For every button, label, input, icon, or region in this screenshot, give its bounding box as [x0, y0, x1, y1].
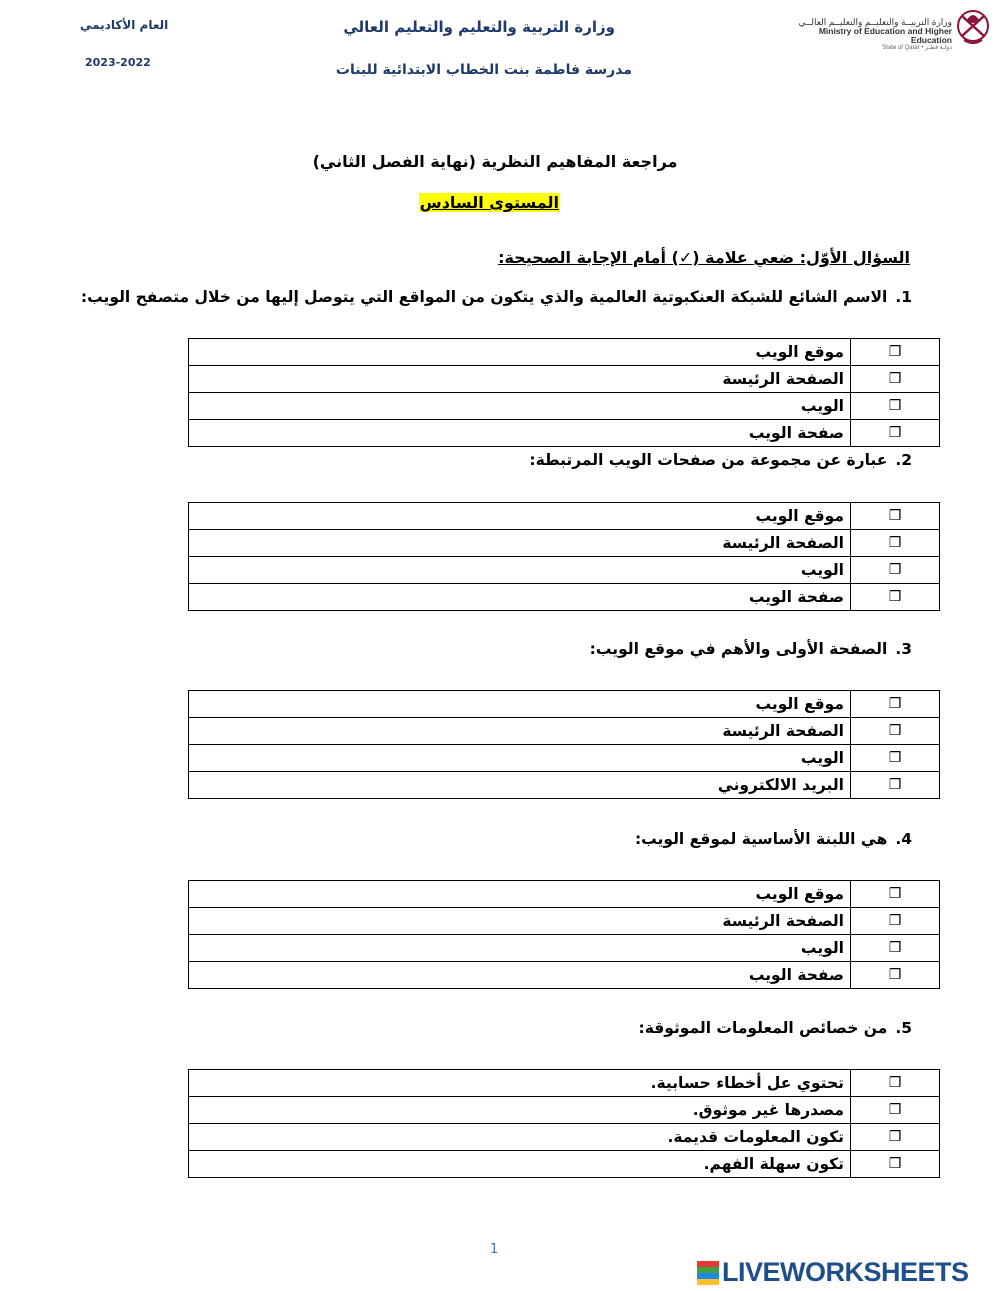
question-2: [529, 451, 912, 469]
brand-bar: [697, 1279, 719, 1285]
option-row[interactable]: [189, 772, 940, 799]
question-5-text: من خصائص المعلومات الموثوقة:: [638, 1019, 888, 1037]
checkbox-icon[interactable]: ❒: [851, 908, 940, 935]
option-row[interactable]: [189, 1151, 940, 1178]
checkbox-icon[interactable]: ❒: [851, 881, 940, 908]
checkbox-icon[interactable]: ❒: [851, 1070, 940, 1097]
option-row[interactable]: [189, 935, 940, 962]
option-row[interactable]: [189, 366, 940, 393]
liveworksheets-logo: [697, 1257, 969, 1288]
logo-arabic-line: وزارة التربيــة والتعليــم والتعليــم العالــي: [798, 17, 952, 27]
checkbox-icon[interactable]: ❒: [851, 691, 940, 718]
liveworksheets-brand: LIVEWORKSHEETS: [722, 1257, 969, 1287]
option-label: الويب: [189, 557, 851, 584]
ministry-logo-text: [792, 18, 952, 52]
option-row[interactable]: [189, 718, 940, 745]
question-5-number: 5.: [895, 1019, 912, 1037]
option-row[interactable]: [189, 503, 940, 530]
option-label: صفحة الويب: [189, 420, 851, 447]
school-name: مدرسة فاطمة بنت الخطاب الابتدائية للبنات: [335, 62, 632, 78]
option-label: الصفحة الرئيسة: [189, 366, 851, 393]
question-1: [81, 288, 912, 306]
option-row[interactable]: [189, 1097, 940, 1124]
checkbox-icon[interactable]: ❒: [851, 1097, 940, 1124]
option-label: مصدرها غير موثوق.: [189, 1097, 851, 1124]
checkbox-icon[interactable]: ❒: [851, 530, 940, 557]
option-row[interactable]: [189, 881, 940, 908]
qatar-emblem-icon: [954, 6, 992, 48]
question-2-options: [188, 502, 940, 611]
checkbox-icon[interactable]: ❒: [851, 366, 940, 393]
checkbox-icon[interactable]: ❒: [851, 420, 940, 447]
option-row[interactable]: [189, 339, 940, 366]
option-label: تكون سهلة الفهم.: [189, 1151, 851, 1178]
checkbox-icon[interactable]: ❒: [851, 503, 940, 530]
checkbox-icon[interactable]: ❒: [851, 962, 940, 989]
option-row[interactable]: [189, 393, 940, 420]
checkbox-icon[interactable]: ❒: [851, 935, 940, 962]
option-row[interactable]: [189, 691, 940, 718]
question-4-text: هي اللبنة الأساسية لموقع الويب:: [634, 830, 888, 848]
checkbox-icon[interactable]: ❒: [851, 745, 940, 772]
checkbox-icon[interactable]: ❒: [851, 772, 940, 799]
option-row[interactable]: [189, 962, 940, 989]
option-label: موقع الويب: [189, 691, 851, 718]
option-row[interactable]: [189, 420, 940, 447]
option-row[interactable]: [189, 908, 940, 935]
question-5: [639, 1019, 913, 1037]
option-label: الويب: [189, 745, 851, 772]
option-label: الصفحة الرئيسة: [189, 530, 851, 557]
question-2-text: عبارة عن مجموعة من صفحات الويب المرتبطة:: [529, 451, 888, 469]
option-label: الصفحة الرئيسة: [189, 908, 851, 935]
checkbox-icon[interactable]: ❒: [851, 339, 940, 366]
question-3-number: 3.: [895, 640, 912, 658]
option-label: تحتوي عل أخطاء حسابية.: [189, 1070, 851, 1097]
page-title: [0, 152, 1000, 171]
option-label: موقع الويب: [189, 339, 851, 366]
checkbox-icon[interactable]: ❒: [851, 557, 940, 584]
checkbox-icon[interactable]: ❒: [851, 584, 940, 611]
question-2-number: 2.: [895, 451, 912, 469]
checkbox-icon[interactable]: ❒: [851, 1151, 940, 1178]
option-label: البريد الالكتروني: [189, 772, 851, 799]
checkbox-icon[interactable]: ❒: [851, 393, 940, 420]
option-row[interactable]: [189, 1124, 940, 1151]
option-row[interactable]: [189, 1070, 940, 1097]
checkbox-icon[interactable]: ❒: [851, 718, 940, 745]
question-4-options: [188, 880, 940, 989]
option-row[interactable]: [189, 745, 940, 772]
question-1-number: 1.: [895, 288, 912, 306]
option-row[interactable]: [189, 584, 940, 611]
question-4: [635, 830, 912, 848]
question-4-number: 4.: [895, 830, 912, 848]
question-1-text: الاسم الشائع للشبكة العنكبوتية العالمية والذي يتكون من المواقع التي يتوصل إليها من خلال متصفح الويب:: [80, 288, 888, 306]
page-title-text: مراجعة المفاهيم النظرية (نهاية الفصل الثاني): [312, 152, 678, 171]
logo-state-line: State of Qatar • دولـة قطـر: [882, 45, 952, 52]
option-label: الصفحة الرئيسة: [189, 718, 851, 745]
question-3-options: [188, 690, 940, 799]
option-label: الويب: [189, 393, 851, 420]
question-3: [590, 640, 912, 658]
checkbox-icon[interactable]: ❒: [851, 1124, 940, 1151]
question-5-options: [188, 1069, 940, 1178]
question-3-text: الصفحة الأولى والأهم في موقع الويب:: [589, 640, 888, 658]
question-1-options: [188, 338, 940, 447]
option-label: موقع الويب: [189, 881, 851, 908]
option-row[interactable]: [189, 530, 940, 557]
option-label: صفحة الويب: [189, 962, 851, 989]
level-label: المستوى السادس: [419, 193, 559, 212]
option-row[interactable]: [189, 557, 940, 584]
academic-year-label: العام الأكاديمي: [80, 18, 169, 32]
option-label: موقع الويب: [189, 503, 851, 530]
option-label: الويب: [189, 935, 851, 962]
liveworksheets-mark-icon: [697, 1261, 719, 1285]
question-heading: السؤال الأوّل: ضعي علامة (✓) أمام الإجابة الصحيحة:: [498, 248, 910, 267]
ministry-name: وزارة التربية والتعليم والتعليم العالي: [343, 18, 615, 36]
logo-english-line: Ministry of Education and Higher Education: [818, 26, 952, 46]
page-number: 1: [490, 1242, 499, 1257]
academic-year: 2023-2022: [85, 56, 151, 69]
option-label: تكون المعلومات قديمة.: [189, 1124, 851, 1151]
option-label: صفحة الويب: [189, 584, 851, 611]
